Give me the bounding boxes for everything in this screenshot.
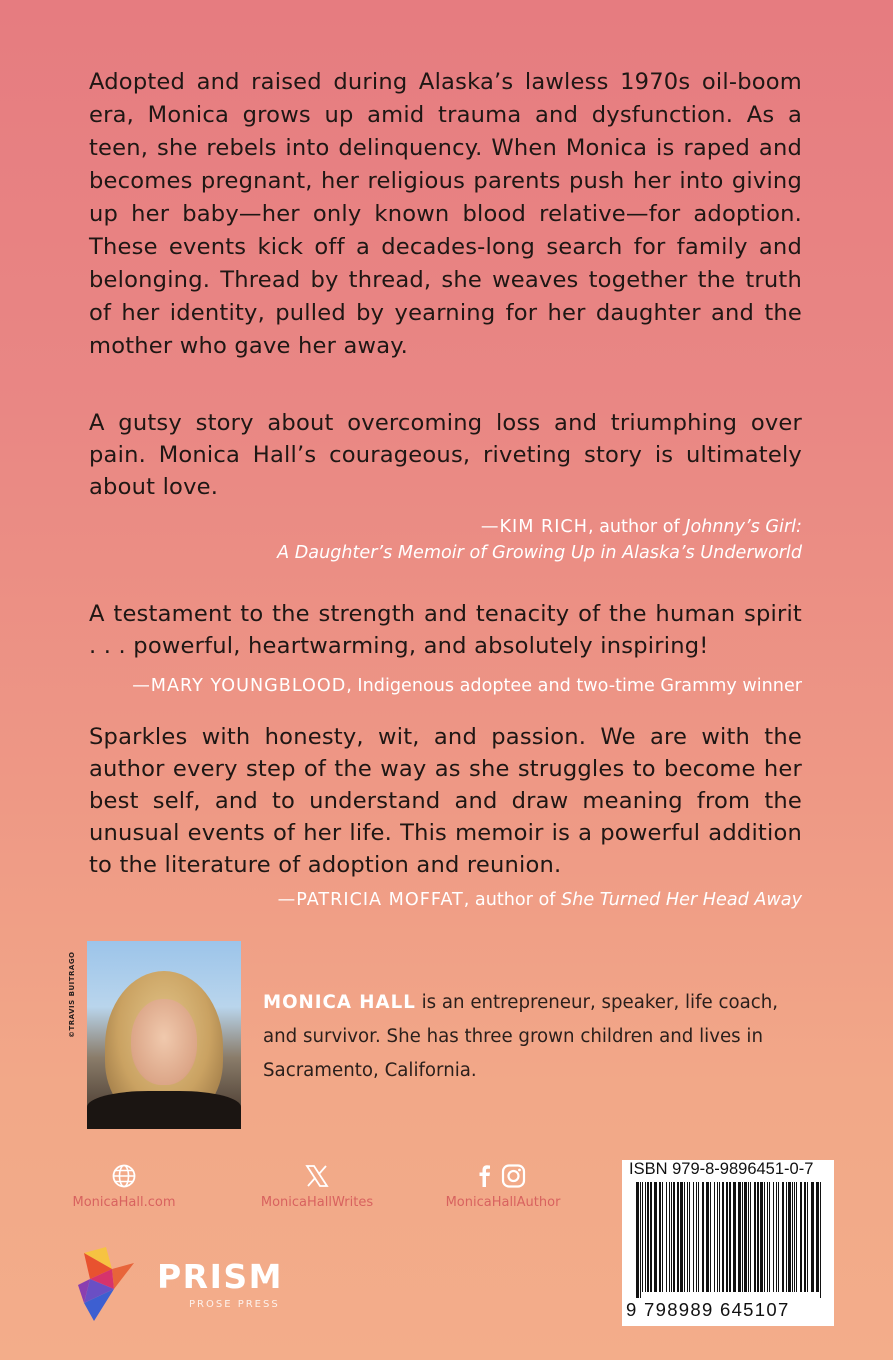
author-name: MONICA HALL (263, 992, 416, 1013)
review-quote-3: Sparkles with honesty, wit, and passion. We are with the author every step of the way as she struggles to become her best self, and to understand and draw meaning from the unusual events of her life. This memoir is a powerful addition to the literature of adoption and reunion. (89, 724, 802, 878)
isbn-barcode-box (622, 1160, 834, 1326)
reviewer-role: , author of (463, 890, 562, 910)
author-bio (263, 986, 803, 1088)
reviewer-book-title: Johnny’s Girl: (685, 517, 802, 537)
reviewer-book-title: She Turned Her Head Away (561, 890, 802, 910)
reviewer-name: —PATRICIA MOFFAT (277, 890, 464, 910)
review-attribution-3 (278, 887, 802, 913)
publisher-logo-icon (76, 1245, 136, 1327)
author-photo (87, 941, 241, 1129)
globe-icon (68, 1163, 180, 1191)
review-attribution-1 (277, 514, 802, 566)
social-x[interactable] (248, 1163, 386, 1210)
social-website[interactable] (68, 1163, 180, 1210)
photo-credit: ©TRAVIS BUITRAGO (68, 951, 76, 1038)
isbn-label: ISBN 979-8-9896451-0-7 (629, 1160, 814, 1178)
x-icon (248, 1163, 386, 1191)
social-label: MonicaHall.com (72, 1195, 176, 1210)
reviewer-name: —KIM RICH (480, 517, 588, 537)
reviewer-role: , author of (587, 517, 686, 537)
review-attribution-2 (132, 673, 802, 699)
reviewer-name: —MARY YOUNGBLOOD (132, 676, 347, 696)
isbn-digits: 9 798989 645107 (626, 1299, 790, 1320)
author-bio-text: is an entrepreneur, speaker, life coach, and survivor. She has three grown children and lives in Sacramento, California. (263, 992, 779, 1081)
review-quote-2: A testament to the strength and tenacity of the human spirit . . . powerful, heartwarming, and absolutely inspiring! (89, 601, 802, 659)
book-blurb: Adopted and raised during Alaska’s lawless 1970s oil-boom era, Monica grows up amid trauma and dysfunction. As a teen, she rebels into delinquency. When Monica is raped and becomes pregnant, her religious parents push her into giving up her baby—her only known blood relative—for adoption. These events kick off a decades-long search for family and belonging. Thread by thread, she weaves together the truth of her identity, pulled by yearning for her daughter and the mother who gave her away. (89, 69, 802, 359)
social-facebook-instagram[interactable] (432, 1163, 574, 1210)
publisher-subtitle: PROSE PRESS (189, 1299, 280, 1310)
reviewer-role: , Indigenous adoptee and two-time Grammy winner (346, 676, 802, 696)
review-quote-1: A gutsy story about overcoming loss and triumphing over pain. Monica Hall’s courageous, riveting story is ultimately about love. (89, 410, 802, 500)
reviewer-book-subtitle: A Daughter’s Memoir of Growing Up in Alaska’s Underworld (277, 543, 802, 563)
social-label: MonicaHallAuthor (445, 1195, 561, 1210)
barcode (628, 1182, 828, 1298)
facebook-instagram-icon (432, 1163, 574, 1191)
social-label: MonicaHallWrites (260, 1195, 374, 1210)
publisher-name: PRISM (157, 1257, 283, 1296)
